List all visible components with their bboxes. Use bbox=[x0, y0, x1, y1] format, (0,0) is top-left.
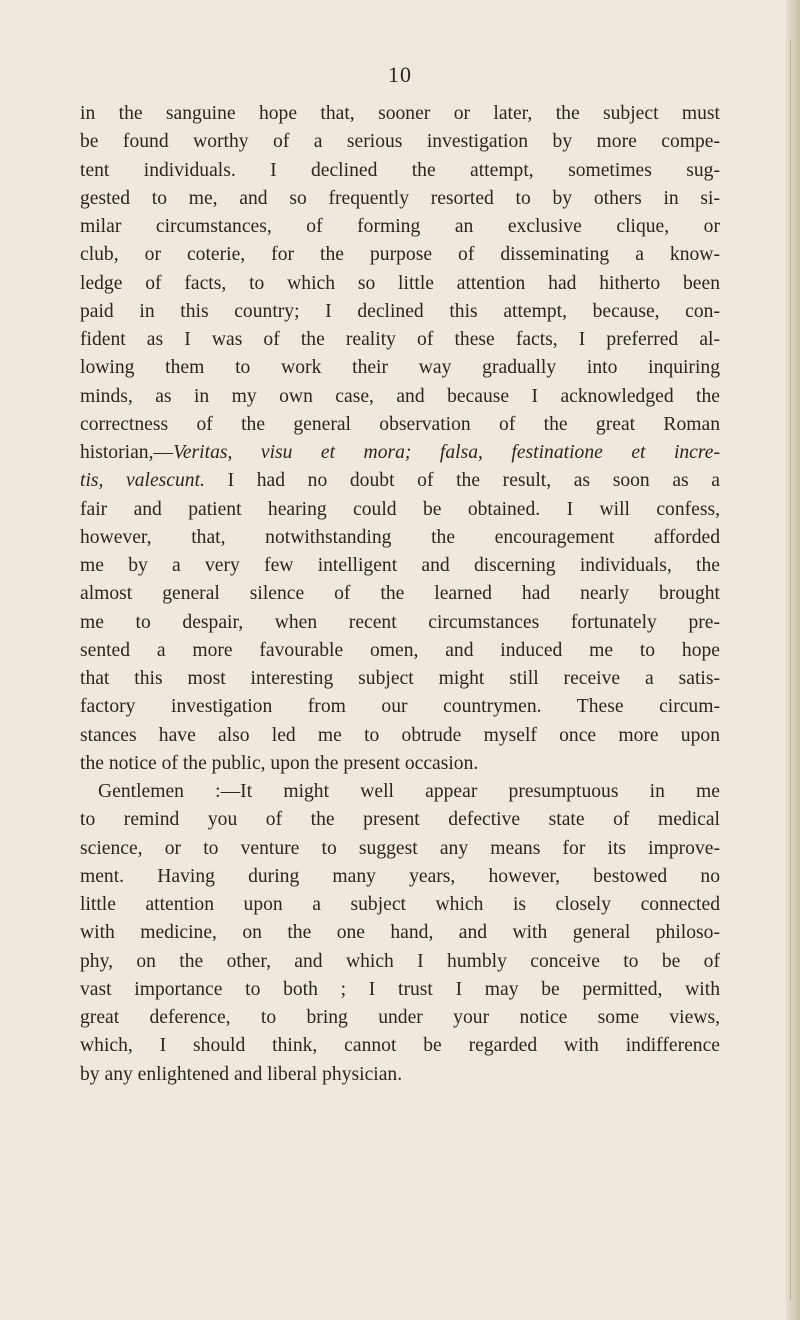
text-line bbox=[80, 467, 720, 495]
line-text: milar circumstances, of forming an exclusive clique, or bbox=[80, 216, 720, 237]
text-line bbox=[80, 806, 720, 834]
page-number: 10 bbox=[388, 62, 412, 87]
line-text: gested to me, and so frequently resorted to by others in si- bbox=[80, 187, 720, 209]
line-text: which, I should think, cannot be regarded with indifference bbox=[80, 1035, 720, 1057]
line-text: paid in this country; I declined this attempt, because, con- bbox=[80, 300, 720, 322]
line-text: historian,— bbox=[80, 442, 174, 463]
text-line bbox=[80, 665, 720, 693]
text-line bbox=[80, 750, 720, 778]
italic-quote-text: tis, valescunt. bbox=[80, 470, 205, 492]
text-line bbox=[80, 100, 720, 128]
paragraph bbox=[80, 778, 720, 1089]
line-text: with medicine, on the one hand, and with general philoso- bbox=[80, 922, 720, 944]
text-line bbox=[80, 863, 720, 891]
line-text: I had no doubt of the result, as soon as a bbox=[204, 470, 720, 492]
line-text: the notice of the public, upon the present occasion. bbox=[80, 752, 479, 774]
line-text: factory investigation from our countrymen. These circum- bbox=[80, 696, 720, 718]
text-line bbox=[80, 609, 720, 637]
line-text: little attention upon a subject which is closely connected bbox=[80, 894, 720, 915]
text-line bbox=[80, 439, 720, 467]
line-text: ledge of facts, to which so little attention had hitherto been bbox=[80, 272, 720, 294]
body-text bbox=[80, 100, 720, 1089]
line-text: fair and patient hearing could be obtained. I will confess, bbox=[80, 498, 720, 520]
text-line bbox=[80, 1032, 720, 1060]
line-text: be found worthy of a serious investigation by more compe- bbox=[80, 131, 720, 153]
text-line bbox=[80, 157, 720, 185]
paragraph bbox=[80, 100, 720, 778]
line-text: great deference, to bring under your notice some views, bbox=[80, 1007, 720, 1028]
line-text: correctness of the general observation of the great Roman bbox=[80, 413, 720, 435]
line-text: science, or to venture to suggest any means for its improve- bbox=[80, 837, 720, 859]
line-text: me to despair, when recent circumstances fortunately pre- bbox=[80, 611, 720, 633]
text-line bbox=[80, 524, 720, 552]
italic-quote-text: Veritas, visu et mora; falsa, festinatione et incre- bbox=[173, 442, 720, 463]
text-line bbox=[80, 213, 720, 241]
text-line bbox=[80, 326, 720, 354]
line-text: almost general silence of the learned had nearly brought bbox=[80, 583, 720, 605]
text-line bbox=[80, 948, 720, 976]
line-text: sented a more favourable omen, and induced me to hope bbox=[80, 639, 720, 661]
text-line bbox=[80, 976, 720, 1004]
line-text: vast importance to both ; I trust I may be permitted, with bbox=[80, 978, 720, 1000]
text-line bbox=[80, 835, 720, 863]
text-line bbox=[80, 354, 720, 382]
text-line bbox=[80, 298, 720, 326]
page-edge bbox=[786, 0, 800, 1320]
text-line bbox=[80, 383, 720, 411]
line-text: however, that, notwithstanding the encouragement afforded bbox=[80, 526, 720, 548]
text-line bbox=[80, 270, 720, 298]
text-line bbox=[80, 496, 720, 524]
text-line bbox=[80, 580, 720, 608]
text-line bbox=[80, 185, 720, 213]
line-text: lowing them to work their way gradually into inquiring bbox=[80, 357, 720, 379]
line-text: that this most interesting subject might still receive a satis- bbox=[80, 668, 720, 689]
line-text: ment. Having during many years, however, bestowed no bbox=[80, 865, 720, 887]
line-text: tent individuals. I declined the attempt, sometimes sug- bbox=[80, 159, 720, 181]
line-text: stances have also led me to obtrude myself once more upon bbox=[80, 724, 720, 746]
line-text: minds, as in my own case, and because I acknowledged the bbox=[80, 385, 720, 407]
line-text: me by a very few intelligent and discerning individuals, the bbox=[80, 555, 720, 576]
text-line bbox=[80, 552, 720, 580]
text-line bbox=[80, 891, 720, 919]
text-line bbox=[80, 411, 720, 439]
text-line bbox=[80, 241, 720, 269]
text-line bbox=[80, 778, 720, 806]
text-line bbox=[80, 919, 720, 947]
text-line bbox=[80, 693, 720, 721]
line-text: phy, on the other, and which I humbly conceive to be of bbox=[80, 950, 720, 972]
text-line bbox=[80, 1004, 720, 1032]
text-line bbox=[80, 637, 720, 665]
text-line bbox=[80, 1061, 720, 1089]
text-line bbox=[80, 722, 720, 750]
line-text: Gentlemen :—It might well appear presumptuous in me bbox=[98, 781, 720, 802]
page-edge-shadow bbox=[790, 40, 791, 1300]
line-text: in the sanguine hope that, sooner or later, the subject must bbox=[80, 103, 720, 124]
line-text: club, or coterie, for the purpose of disseminating a know- bbox=[80, 244, 720, 266]
line-text: fident as I was of the reality of these facts, I preferred al- bbox=[80, 329, 720, 350]
text-line bbox=[80, 128, 720, 156]
line-text: to remind you of the present defective state of medical bbox=[80, 809, 720, 831]
line-text: by any enlightened and liberal physician. bbox=[80, 1063, 403, 1085]
